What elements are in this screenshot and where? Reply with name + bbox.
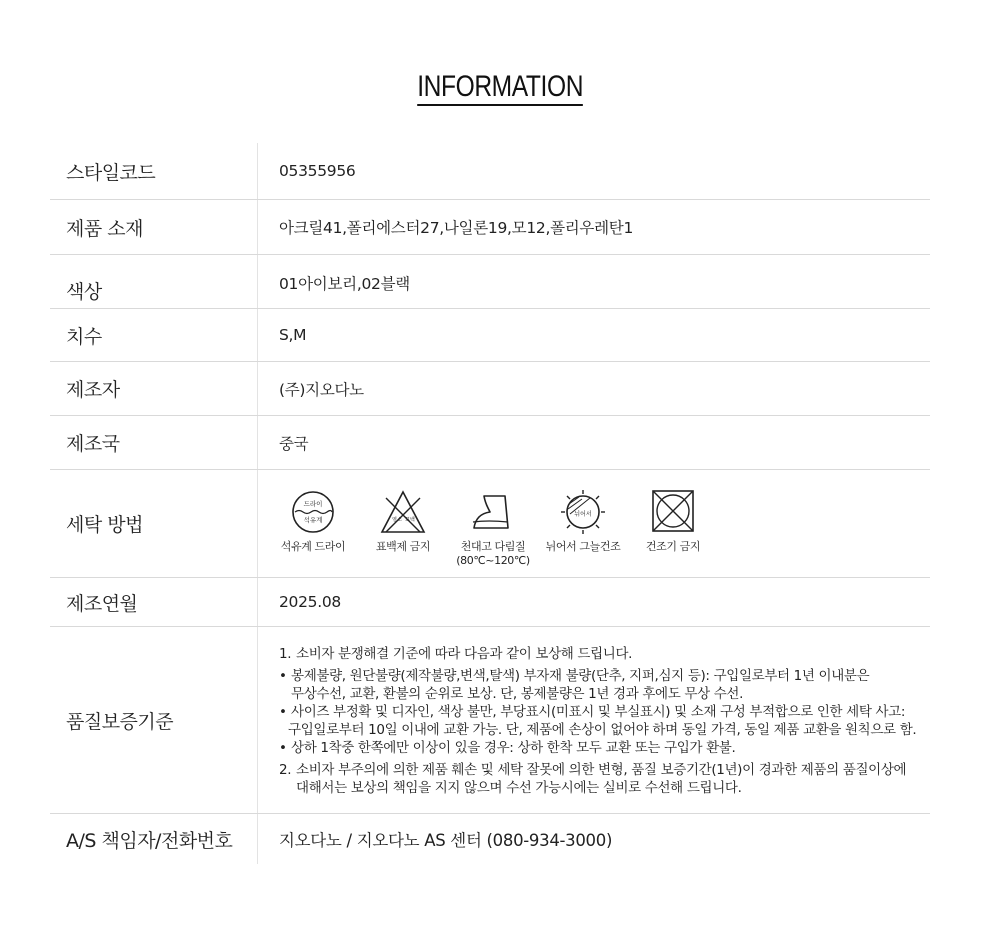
- wash-item-no-dryer: [639, 488, 707, 554]
- maker-value: (주)지오다노: [279, 380, 364, 399]
- wash-item-dry-clean: [279, 488, 347, 554]
- row-size: [50, 309, 930, 362]
- bullet-line: 무상수선, 교환, 환불의 순위로 보상. 단, 봉제불량은 1년 경과 후에도 무상 수선.: [291, 686, 744, 702]
- row-color: [50, 255, 930, 309]
- size-value: S,M: [279, 326, 307, 344]
- as-value: 지오다노 / 지오다노 AS 센터 (080-934-3000): [279, 831, 613, 850]
- shade-dry-inner-text: 뉘어서: [574, 511, 592, 518]
- no-bleach-left-text: 염소: [392, 517, 402, 523]
- dry-in-shade-icon: [558, 488, 608, 536]
- dry-clean-petroleum-icon: [288, 488, 338, 536]
- size-label: 치수: [50, 309, 258, 361]
- dry-clean-top-text: 드라이: [303, 500, 323, 508]
- section-text: 소비자 부주의에 의한 제품 훼손 및 세탁 잘못에 의한 변형, 품질 보증기간(1년)이 경과한 제품의 품질이상에: [296, 762, 907, 778]
- no-bleach-right-text: 표백: [405, 517, 415, 523]
- color-value: 01아이보리,02블랙: [279, 275, 410, 293]
- no-bleach-label: 표백제 금지: [375, 540, 431, 553]
- country-value: 중국: [279, 434, 309, 453]
- row-quality: [50, 627, 930, 814]
- no-bleach-icon: [378, 488, 428, 536]
- row-country: [50, 416, 930, 470]
- bullet: •: [279, 668, 287, 684]
- wash-item-iron: [456, 488, 530, 567]
- quality-section-1: [279, 645, 930, 663]
- bullet-line: 사이즈 부정확 및 디자인, 색상 불만, 부당표시(미표시 및 부실표시) 및 소재 구성 부적합으로 인한 세탁 사고:: [291, 704, 906, 720]
- no-dryer-label: 건조기 금지: [645, 540, 701, 553]
- bullet-line: 상하 1착중 한쪽에만 이상이 있을 경우: 상하 한착 모두 교환 또는 구입가 환불.: [291, 740, 736, 756]
- bullet: •: [279, 704, 287, 720]
- page-title: INFORMATION: [417, 70, 583, 106]
- list-item: [279, 667, 930, 703]
- country-label: 제조국: [50, 416, 258, 469]
- row-material: [50, 200, 930, 255]
- dry-clean-bottom-text: 석유계: [303, 516, 323, 524]
- bullet: •: [279, 740, 287, 756]
- material-label: 제품 소재: [50, 200, 258, 254]
- washing-label: 세탁 방법: [50, 470, 258, 577]
- wash-item-shade-dry: [545, 488, 621, 554]
- style-code-value: 05355956: [279, 162, 356, 180]
- material-value: 아크릴41,폴리에스터27,나일론19,모12,폴리우레탄1: [279, 219, 634, 237]
- section-number: 2.: [279, 762, 292, 778]
- section-text: 소비자 분쟁해결 기준에 따라 다음과 같이 보상해 드립니다.: [296, 646, 633, 662]
- page-title-wrap: [0, 70, 1000, 106]
- wash-item-no-bleach: [369, 488, 437, 554]
- date-label: 제조연월: [50, 578, 258, 626]
- list-item: [279, 703, 930, 739]
- row-washing: [50, 470, 930, 578]
- shade-dry-label: 뉘어서 그늘건조: [545, 540, 621, 553]
- color-label: 색상: [50, 255, 258, 308]
- quality-bullets: [279, 667, 930, 757]
- row-as-contact: [50, 814, 930, 864]
- info-table: [50, 143, 930, 864]
- iron-label: 천대고 다림질: [460, 540, 526, 553]
- maker-label: 제조자: [50, 362, 258, 415]
- list-item: [279, 739, 930, 757]
- bullet-line: 봉제불량, 원단불량(제작불량,변색,탈색) 부자재 불량(단추, 지퍼,심지 등): 구입일로부터 1년 이내분은: [291, 668, 870, 684]
- section-text: 대해서는 보상의 책임을 지지 않으며 수선 가능시에는 실비로 수선해 드립니다.: [296, 780, 742, 796]
- section-number: 1.: [279, 646, 292, 662]
- quality-label: 품질보증기준: [50, 627, 258, 813]
- quality-section-2: [279, 761, 930, 797]
- style-code-label: 스타일코드: [50, 143, 258, 199]
- bullet-line: 구입일로부터 10일 이내에 교환 가능. 단, 제품에 손상이 없어야 하며 동일 가격, 동일 제품 교환을 원칙으로 함.: [288, 722, 917, 738]
- as-label: A/S 책임자/전화번호: [50, 814, 258, 864]
- row-manufacture-date: [50, 578, 930, 627]
- no-tumble-dry-icon: [648, 488, 698, 536]
- row-maker: [50, 362, 930, 416]
- washing-icons: [258, 470, 729, 577]
- iron-with-cloth-icon: [468, 488, 518, 536]
- quality-text: [258, 627, 930, 813]
- iron-temp: (80℃~120℃): [456, 554, 530, 567]
- date-value: 2025.08: [279, 593, 341, 611]
- dry-clean-label: 석유계 드라이: [280, 540, 346, 553]
- row-style-code: [50, 143, 930, 200]
